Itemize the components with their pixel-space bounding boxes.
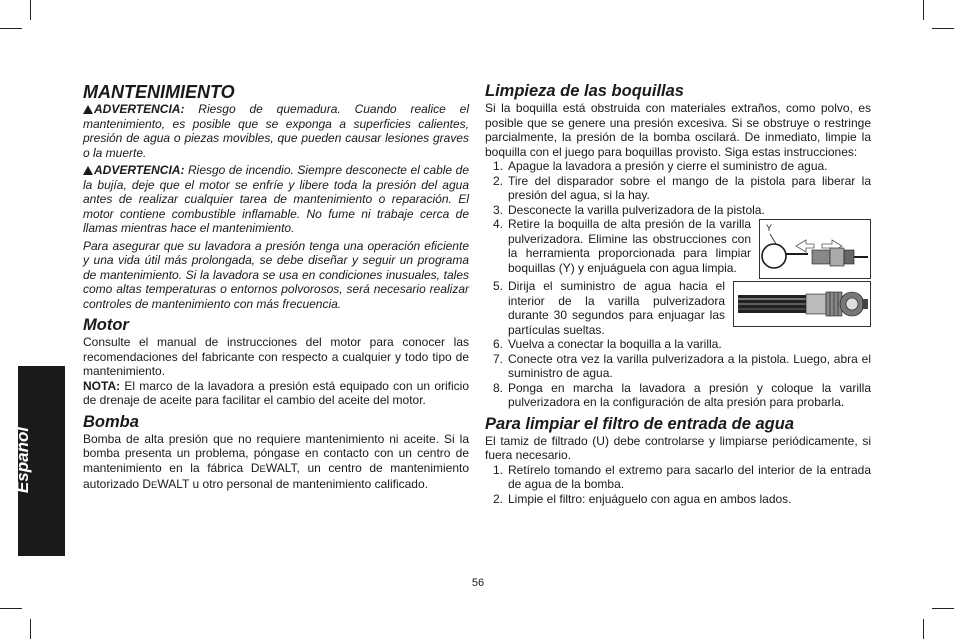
step-text: Dirija el suministro de agua hacia el interior de la varilla pulverizadora durante 30 segundos para enjuagar las partículas sueltas. <box>508 279 725 337</box>
burn-warning <box>83 102 469 160</box>
list-item <box>485 159 871 174</box>
step-number: 7. <box>493 351 504 366</box>
crop-mark <box>30 619 31 639</box>
list-item <box>485 217 871 279</box>
step-text: Desconecte la varilla pulverizadora de la pistola. <box>508 202 765 217</box>
step-text: Vuelva a conectar la boquilla a la varilla. <box>508 337 722 351</box>
step-text: Retire la boquilla de alta presión de la varilla pulverizadora. Elimine las obstrucciones con la herramienta proporcionada para limpiar boquillas (Y) y enjuáguela con agua limpia. <box>508 217 751 275</box>
step-number: 3. <box>493 202 504 217</box>
brand-small-cap: E <box>151 480 158 491</box>
crop-mark <box>932 28 954 29</box>
language-tab-label: Español <box>13 426 32 494</box>
figure-label: Y <box>766 223 773 233</box>
motor-heading: Motor <box>83 316 129 334</box>
brand-small-cap: E <box>259 463 266 475</box>
step-text: Ponga en marcha la lavadora a presión y coloque la varilla pulverizadora en la configuración de alta presión para probarla. <box>508 380 871 409</box>
page-number: 56 <box>471 577 485 589</box>
nozzle-intro: Si la boquilla está obstruida con materiales extraños, como polvo, es posible que se genere una presión excesiva. Si se obstruye o restringe parcialmente, la presión de la bomba oscilará. De inmediato, limpie la boquilla con el juego para boquillas provisto. Siga estas instrucciones: <box>485 101 871 159</box>
spray-wand-flushing-illustration <box>733 281 871 327</box>
step-text: Tire del disparador sobre el mango de la pistola para liberar la presión del agua, si la hay. <box>508 173 871 202</box>
list-item <box>485 279 871 337</box>
nozzle-cleaning-tool-illustration <box>759 219 871 279</box>
pump-heading: Bomba <box>83 412 139 431</box>
right-column <box>485 82 871 506</box>
nozzle-cleaning-heading: Limpieza de las boquillas <box>485 82 684 100</box>
step-number: 1. <box>493 462 504 477</box>
step-number: 5. <box>493 279 504 293</box>
nozzle-steps-list <box>485 159 871 410</box>
list-item <box>485 337 871 352</box>
crop-mark <box>0 608 22 609</box>
step-text: Conecte otra vez la varilla pulverizadora a la pistola. Luego, abra el suministro de agua. <box>508 351 871 380</box>
motor-note <box>83 379 469 408</box>
warning-label: ADVERTENCIA: <box>94 163 185 177</box>
pump-text-part: WALT u otro personal de mantenimiento calificado. <box>157 477 428 491</box>
filter-steps-list <box>485 463 871 507</box>
fire-warning <box>83 163 469 236</box>
note-label: NOTA: <box>83 378 121 393</box>
list-item <box>485 492 871 507</box>
left-column <box>83 82 469 494</box>
crop-mark <box>923 0 924 20</box>
warning-triangle-icon <box>83 105 93 114</box>
list-item <box>485 174 871 203</box>
step-text: Limpie el filtro: enjuáguelo con agua en ambos lados. <box>508 491 792 506</box>
step-number: 4. <box>493 217 504 231</box>
step-number: 8. <box>493 380 504 395</box>
list-item <box>485 381 871 410</box>
list-item <box>485 463 871 492</box>
list-item <box>485 203 871 218</box>
step-number: 1. <box>493 159 504 173</box>
warning-triangle-icon <box>83 166 93 175</box>
step-number: 2. <box>493 173 504 188</box>
step-text: Apague la lavadora a presión y cierre el suministro de agua. <box>508 159 828 173</box>
crop-mark <box>923 619 924 639</box>
step-text: Retírelo tomando el extremo para sacarlo del interior de la entrada de agua de la bomba. <box>508 462 871 491</box>
maintenance-heading: MANTENIMIENTO <box>83 82 235 102</box>
warning-text: Riesgo de quemadura. Cuando realice el mantenimiento, es posible que se exponga a superficies calientes, presión de agua o piezas movibles, que pueden causar lesiones graves o la muerte. <box>83 102 469 160</box>
note-text: El marco de la lavadora a presión está equipado con un orificio de drenaje de aceite para facilitar el cambio del aceite del motor. <box>83 378 469 407</box>
pump-text-part: WALT, un centro de mantenimiento autorizado D <box>83 460 470 491</box>
warning-text: Riesgo de incendio. Siempre desconecte el cable de la bujía, deje que el motor se enfríe y libere toda la presión del agua antes de realizar cualquier tarea de mantenimiento o reparación. El motor contiene combustible inflamable. No fume ni trabaje cerca de llamas mientras hace el mantenimiento. <box>83 163 469 235</box>
step-number: 6. <box>493 337 504 351</box>
pump-text <box>83 432 469 494</box>
filter-intro: El tamiz de filtrado (U) debe controlarse y limpiarse periódicamente, si fuera necesario. <box>485 433 871 462</box>
motor-text: Consulte el manual de instrucciones del motor para conocer las recomendaciones del fabricante con respecto a cualquier y todo tipo de mantenimiento. <box>83 335 469 378</box>
pump-text-part: Bomba de alta presión que no requiere mantenimiento ni aceite. Si la bomba presenta un problema, póngase en contacto con un centro de mantenimiento en la fábrica D <box>83 431 469 475</box>
step-number: 2. <box>493 491 504 506</box>
maintenance-intro: Para asegurar que su lavadora a presión tenga una operación eficiente y una vida útil más prolongada, se debe diseñar y seguir un programa de mantenimiento. Si la lavadora se usa en condiciones inusuales, tales como altas temperaturas o entornos polvorosos, será necesario realizar controles de mantenimiento con más frecuencia. <box>83 238 469 311</box>
crop-mark <box>0 28 22 29</box>
warning-label: ADVERTENCIA: <box>94 102 185 116</box>
crop-mark <box>932 608 954 609</box>
crop-mark <box>30 0 31 20</box>
filter-cleaning-heading: Para limpiar el filtro de entrada de agua <box>485 414 795 433</box>
list-item <box>485 352 871 381</box>
